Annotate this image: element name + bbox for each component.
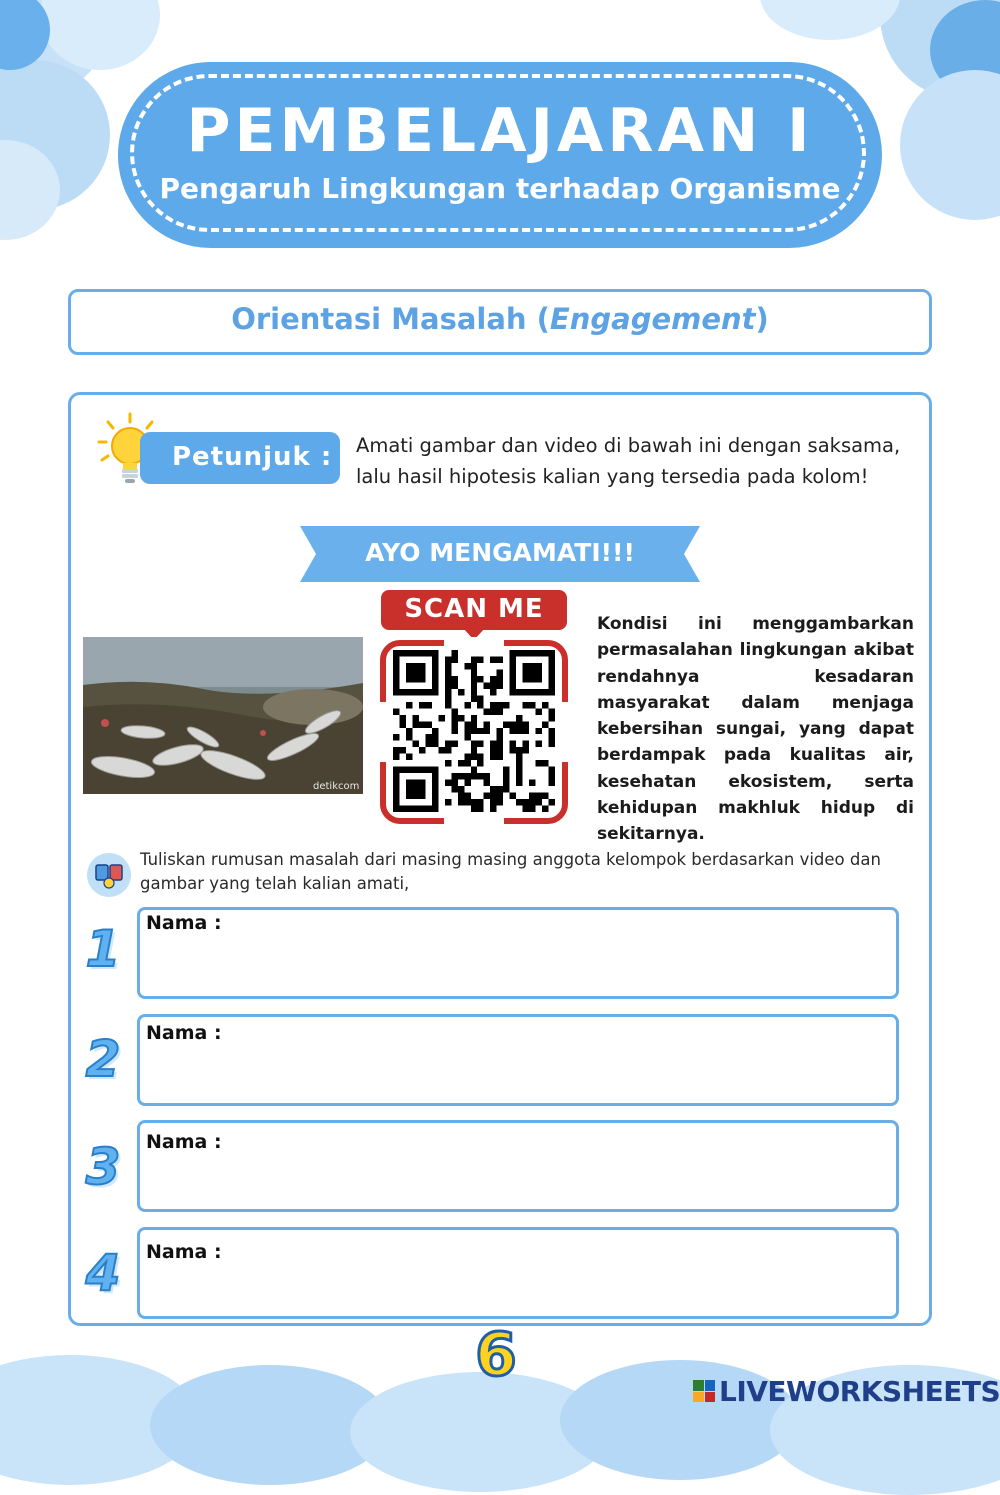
qr-frame-gap-left — [377, 702, 387, 762]
qr-frame-gap-top — [444, 637, 504, 647]
answer-input-3[interactable] — [137, 1120, 899, 1212]
scan-me-label: SCAN ME — [404, 594, 544, 624]
section-title: Orientasi Masalah (Engagement) — [231, 302, 769, 336]
task-line-2: gambar yang telah kalian amati, — [140, 874, 410, 893]
task-line-1: Tuliskan rumusan masalah dari masing masing anggota kelompok berdasarkan video dan — [140, 850, 881, 869]
answer-number-4: 4 — [85, 1244, 121, 1302]
instruction-text — [356, 430, 916, 492]
instruction-line-2: lalu hasil hipotesis kalian yang tersedia pada kolom! — [356, 465, 869, 488]
qr-frame-gap-right — [561, 702, 571, 762]
answer-input-4[interactable] — [137, 1227, 899, 1319]
answer-label-1: Nama : — [146, 912, 222, 934]
answer-label-3: Nama : — [146, 1131, 222, 1153]
page-number: 6 — [475, 1320, 517, 1390]
answer-label-2: Nama : — [146, 1022, 222, 1044]
qr-code[interactable] — [393, 650, 555, 812]
answer-label-4: Nama : — [146, 1241, 222, 1263]
page-title: PEMBELAJARAN I — [186, 96, 814, 166]
observation-description: Kondisi ini menggambarkan permasalahan lingkungan akibat rendahnya kesadaran masyarakat dalam menjaga kebersihan sungai, yang dapat berdampak pada kualitas air, kesehatan ekosistem, serta kehidupan makhluk hidup di sekitarnya. — [597, 614, 914, 845]
answer-number-1: 1 — [85, 920, 121, 978]
instruction-label: Petunjuk : — [172, 442, 333, 472]
liveworksheets-logo[interactable] — [693, 1374, 1000, 1408]
observe-ribbon-text: AYO MENGAMATI!!! — [365, 538, 635, 567]
answer-number-3: 3 — [85, 1138, 121, 1196]
answer-input-1[interactable] — [137, 907, 899, 999]
instruction-line-1: Amati gambar dan video di bawah ini dengan saksama, — [356, 434, 901, 457]
task-icon — [87, 853, 131, 897]
qr-frame-gap-bottom — [444, 817, 504, 827]
answer-input-2[interactable] — [137, 1014, 899, 1106]
answer-number-2: 2 — [85, 1030, 121, 1088]
photo-watermark: detikcom — [313, 781, 360, 792]
liveworksheets-logo-icon — [693, 1380, 715, 1402]
liveworksheets-brand: LIVEWORKSHEETS — [719, 1374, 1000, 1408]
page-subtitle: Pengaruh Lingkungan terhadap Organisme — [159, 172, 841, 205]
task-instruction — [140, 848, 900, 896]
dead-fish-river-photo — [83, 637, 363, 794]
